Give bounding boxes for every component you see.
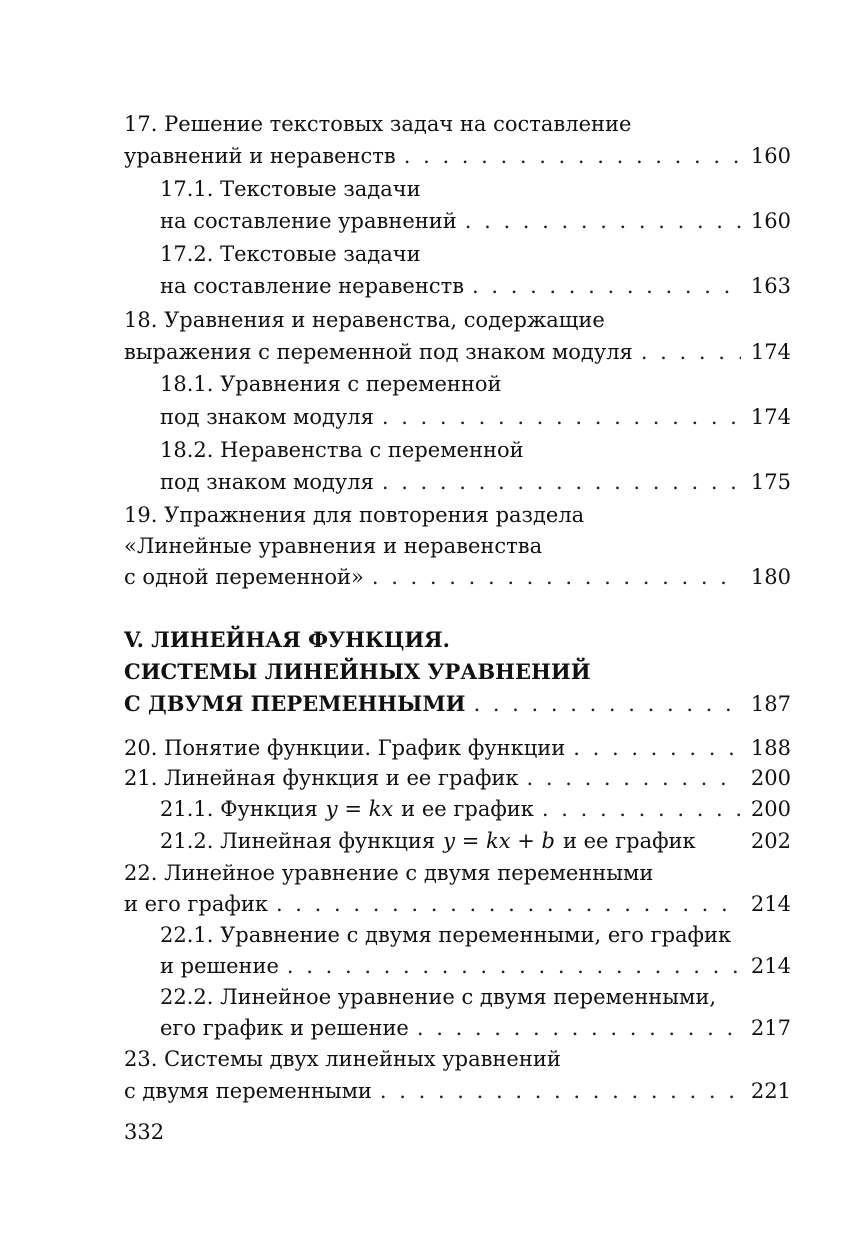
toc-entry-19-line1: 19. Упражнения для повторения раздела [124, 503, 585, 527]
toc-entry-18-1-line1: 18.1. Уравнения с переменной [160, 372, 502, 396]
page-number: 175 [750, 470, 791, 494]
toc-entry-18: выражения с переменной под знаком модуля . . . 174 [124, 336, 791, 368]
leader-dots [276, 888, 741, 920]
toc-entry-17-line1: 17. Решение текстовых задач на составление [124, 112, 632, 136]
toc-entry-17: уравнений и неравенств . . . 160 [124, 140, 791, 172]
leader-dots [527, 762, 741, 794]
toc-entry-18-2-line1: 18.2. Неравенства с переменной [160, 438, 524, 462]
page-number: 221 [750, 1079, 791, 1103]
toc-entry-22-1: и решение . . . 214 [160, 950, 791, 982]
leader-dots [382, 466, 741, 498]
page-number: 188 [750, 736, 791, 760]
leader-dots [573, 732, 741, 764]
leader-dots [542, 793, 741, 825]
toc-entry-21: 21. Линейная функция и ее график . . . 200 [124, 762, 791, 794]
page-number: 163 [750, 274, 791, 298]
page-number: 217 [750, 1016, 791, 1040]
leader-dots [380, 1075, 741, 1107]
toc-entry-21-2: 21.2. Линейная функция y = kx + b и ее график 202 [160, 825, 791, 857]
leader-dots [641, 336, 741, 368]
toc-entry-22-2-line1: 22.2. Линейное уравнение с двумя переменными, [160, 985, 717, 1009]
toc-entry-18-1: под знаком модуля . . . 174 [160, 401, 791, 433]
toc-entry-21-1: 21.1. Функция y = kx и ее график . . . 200 [160, 793, 791, 825]
toc-entry-18-line1: 18. Уравнения и неравенства, содержащие [124, 308, 605, 332]
leader-dots [473, 688, 740, 720]
page-number: 160 [750, 209, 791, 233]
toc-entry-22: и его график . . . 214 [124, 888, 791, 920]
chapter-heading-line1: V. ЛИНЕЙНАЯ ФУНКЦИЯ. [124, 627, 450, 652]
toc-entry-19: с одной переменной» . . . 180 [124, 561, 791, 593]
page-number: 174 [750, 340, 791, 364]
leader-dots [372, 561, 741, 593]
leader-dots [417, 1012, 741, 1044]
leader-dots [287, 950, 741, 982]
toc-entry-18-2: под знаком модуля . . . 175 [160, 466, 791, 498]
chapter-heading: С ДВУМЯ ПЕРЕМЕННЫМИ . . . 187 [124, 688, 791, 720]
toc-entry-23-line1: 23. Системы двух линейных уравнений [124, 1047, 561, 1071]
leader-dots [472, 270, 741, 302]
leader-dots [465, 205, 741, 237]
chapter-heading-line2: СИСТЕМЫ ЛИНЕЙНЫХ УРАВНЕНИЙ [124, 659, 591, 684]
formula: y = kx [325, 797, 394, 821]
toc-entry-22-line1: 22. Линейное уравнение с двумя переменными [124, 861, 654, 885]
toc-entry-20: 20. Понятие функции. График функции . . . 188 [124, 732, 791, 764]
toc-entry-17-2: на составление неравенств . . . 163 [160, 270, 791, 302]
toc-entry-19-line2: «Линейные уравнения и неравенства [124, 534, 543, 558]
toc-entry-22-1-line1: 22.1. Уравнение с двумя переменными, его график [160, 923, 732, 947]
page-number: 187 [750, 692, 791, 716]
toc-entry-22-2: его график и решение . . . 217 [160, 1012, 791, 1044]
toc-entry-23: с двумя переменными . . . 221 [124, 1075, 791, 1107]
toc-entry-17-1: на составление уравнений . . . 160 [160, 205, 791, 237]
page-number: 180 [750, 565, 791, 589]
page-number: 214 [750, 954, 791, 978]
formula: y = kx + b [443, 829, 555, 853]
page-number: 202 [750, 829, 791, 853]
page-number: 200 [750, 766, 791, 790]
page-number: 214 [750, 892, 791, 916]
toc-entry-17-1-line1: 17.1. Текстовые задачи [160, 177, 421, 201]
page-number: 200 [750, 797, 791, 821]
toc-entry-17-2-line1: 17.2. Текстовые задачи [160, 242, 421, 266]
page-number: 160 [750, 144, 791, 168]
page-number: 174 [750, 405, 791, 429]
page-folio: 332 [124, 1120, 165, 1144]
leader-dots [382, 401, 741, 433]
leader-dots [404, 140, 741, 172]
